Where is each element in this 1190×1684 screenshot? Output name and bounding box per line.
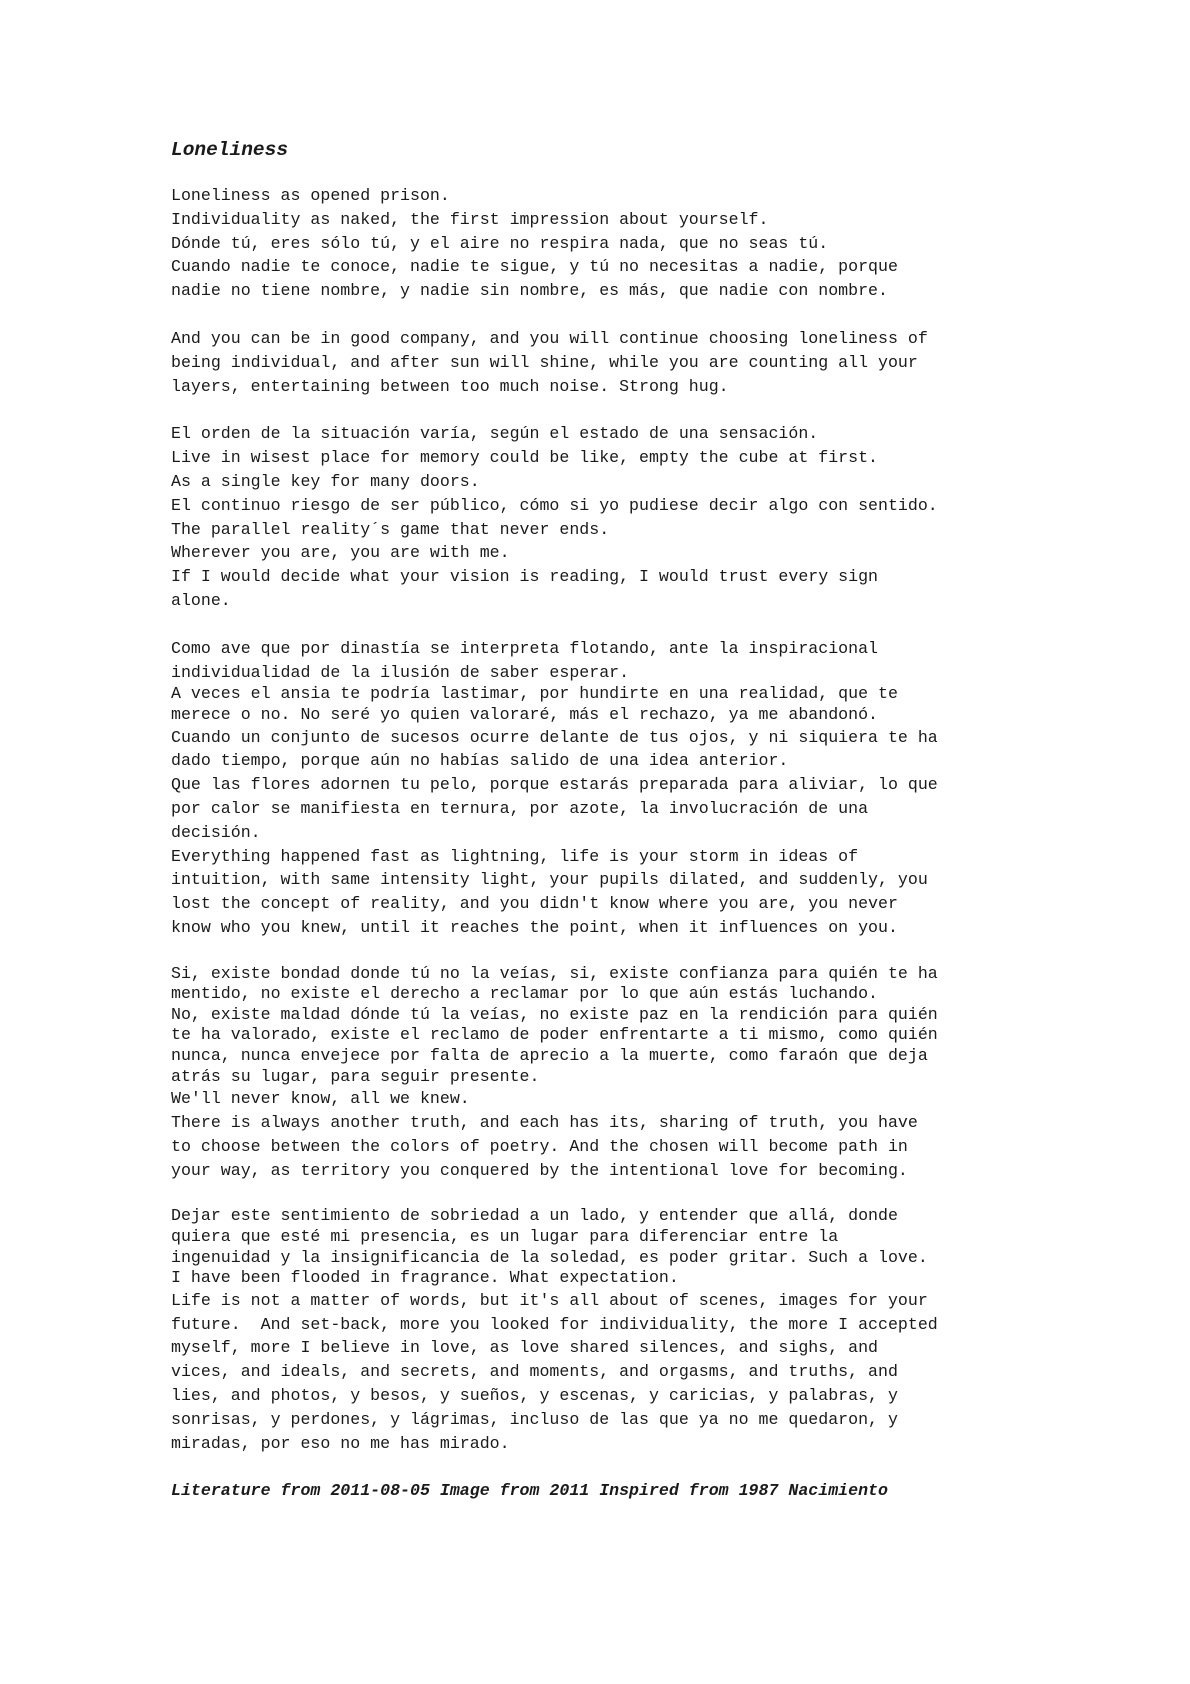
paragraph	[171, 184, 1051, 303]
text-line: There is always another truth, and each has its, sharing of truth, you have	[171, 1113, 918, 1133]
text-line: quiera que esté mi presencia, es un lugar para diferenciar entre la	[171, 1227, 839, 1247]
paragraph	[171, 1206, 1051, 1455]
paragraph	[171, 637, 1051, 940]
text-line: mentido, no existe el derecho a reclamar por lo que aún estás luchando.	[171, 984, 879, 1004]
text-line: individualidad de la ilusión de saber esperar.	[171, 662, 630, 682]
text-line: Loneliness as opened prison.	[171, 186, 450, 205]
text-line: Dejar este sentimiento de sobriedad a un lado, y entender que allá, donde	[171, 1206, 898, 1226]
paragraph	[171, 422, 1051, 612]
text-line: por calor se manifiesta en ternura, por azote, la involucración de una	[171, 798, 869, 818]
text-line: Individuality as naked, the first impression about yourself.	[171, 209, 769, 229]
text-line: Si, existe bondad donde tú no la veías, si, existe confianza para quién te ha	[171, 963, 938, 983]
text-line: Cuando nadie te conoce, nadie te sigue, y tú no necesitas a nadie, porque	[171, 257, 898, 277]
text-line: miradas, por eso no me has mirado.	[171, 1433, 510, 1453]
text-line: dado tiempo, porque aún no habías salido de una idea anterior.	[171, 751, 789, 771]
text-line: intuition, with same intensity light, your pupils dilated, and suddenly, you	[171, 870, 928, 890]
document-footer: Literature from 2011-08-05 Image from 2011 Inspired from 1987 Nacimiento	[171, 1481, 888, 1501]
text-line: No, existe maldad dónde tú la veías, no existe paz en la rendición para quién	[171, 1004, 938, 1024]
text-line: El continuo riesgo de ser público, cómo si yo pudiese decir algo con sentido.	[171, 495, 938, 515]
text-line: merece o no. No seré yo quien valoraré, más el rechazo, ya me abandonó.	[171, 704, 879, 724]
text-line: We'll never know, all we knew.	[171, 1089, 470, 1109]
text-line: future. And set-back, more you looked for individuality, the more I accepted	[171, 1314, 938, 1334]
text-line: Everything happened fast as lightning, life is your storm in ideas of	[171, 846, 859, 866]
text-line: layers, entertaining between too much noise. Strong hug.	[171, 376, 729, 396]
text-line: As a single key for many doors.	[171, 471, 480, 491]
document-body	[171, 184, 1051, 1455]
text-line: sonrisas, y perdones, y lágrimas, incluso de las que ya no me quedaron, y	[171, 1409, 898, 1429]
text-line: I have been flooded in fragrance. What expectation.	[171, 1268, 679, 1288]
text-line: And you can be in good company, and you will continue choosing loneliness of	[171, 328, 928, 348]
text-line: Wherever you are, you are with me.	[171, 543, 510, 563]
paragraph	[171, 964, 1051, 1183]
paragraph	[171, 327, 1051, 398]
text-line: nunca, nunca envejece por falta de aprecio a la muerte, como faraón que deja	[171, 1046, 928, 1066]
text-line: El orden de la situación varía, según el estado de una sensación.	[171, 424, 819, 444]
text-line: te ha valorado, existe el reclamo de poder enfrentarte a ti mismo, como quién	[171, 1025, 938, 1045]
document-title: Loneliness	[171, 139, 289, 161]
text-line: nadie no tiene nombre, y nadie sin nombre, es más, que nadie con nombre.	[171, 281, 888, 301]
text-line: know who you knew, until it reaches the point, when it influences on you.	[171, 917, 898, 937]
text-line: myself, more I believe in love, as love shared silences, and sighs, and	[171, 1338, 879, 1358]
text-line: to choose between the colors of poetry. And the chosen will become path in	[171, 1136, 908, 1156]
text-line: A veces el ansia te podría lastimar, por hundirte en una realidad, que te	[171, 684, 898, 704]
text-line: Que las flores adornen tu pelo, porque estarás preparada para aliviar, lo que	[171, 775, 938, 795]
text-line: decisión.	[171, 822, 261, 842]
text-line: Dónde tú, eres sólo tú, y el aire no respira nada, que no seas tú.	[171, 233, 829, 253]
document-page	[171, 138, 1051, 1503]
text-line: If I would decide what your vision is reading, I would trust every sign	[171, 567, 879, 587]
text-line: ingenuidad y la insignificancia de la soledad, es poder gritar. Such a love.	[171, 1247, 928, 1267]
text-line: alone.	[171, 590, 231, 610]
text-line: atrás su lugar, para seguir presente.	[171, 1066, 540, 1086]
text-line: Life is not a matter of words, but it's all about of scenes, images for your	[171, 1290, 928, 1310]
text-line: being individual, and after sun will shine, while you are counting all your	[171, 352, 918, 372]
text-line: Como ave que por dinastía se interpreta flotando, ante la inspiracional	[171, 638, 879, 658]
text-line: Cuando un conjunto de sucesos ocurre delante de tus ojos, y ni siquiera te ha	[171, 727, 938, 747]
text-line: lies, and photos, y besos, y sueños, y escenas, y caricias, y palabras, y	[171, 1386, 898, 1406]
text-line: vices, and ideals, and secrets, and moments, and orgasms, and truths, and	[171, 1362, 898, 1382]
text-line: Live in wisest place for memory could be like, empty the cube at first.	[171, 448, 879, 468]
text-line: The parallel reality´s game that never ends.	[171, 519, 610, 539]
text-line: lost the concept of reality, and you didn't know where you are, you never	[171, 894, 898, 914]
text-line: your way, as territory you conquered by the intentional love for becoming.	[171, 1160, 908, 1180]
